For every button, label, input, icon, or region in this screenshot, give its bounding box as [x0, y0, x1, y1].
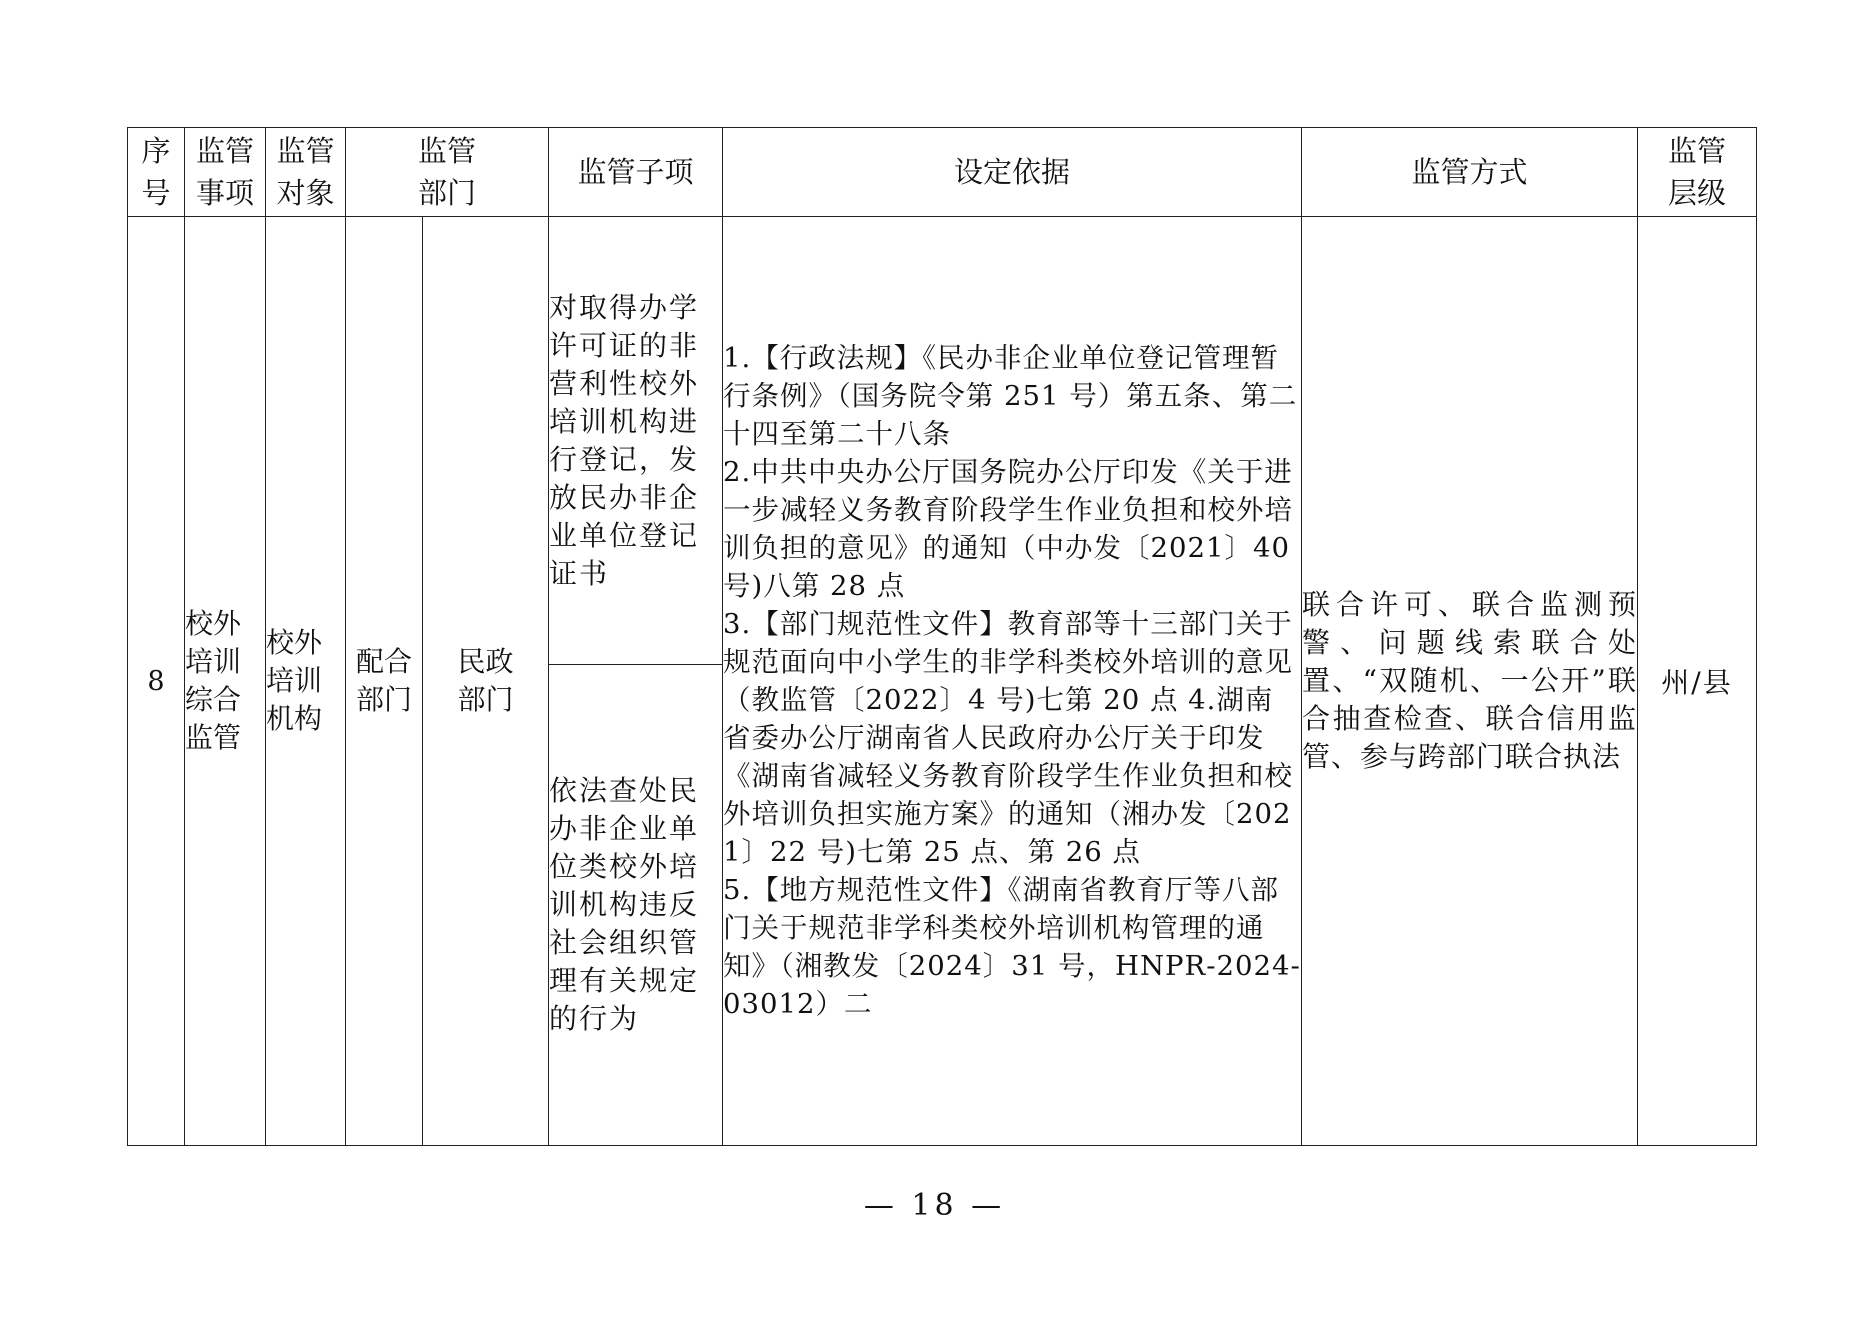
header-dept: 监管 部门: [346, 128, 549, 217]
row-method: 联合许可、联合监测预警、问题线索联合处置、“双随机、一公开”联合抽查检查、联合信用监管、参与跨部门联合执法: [1302, 217, 1638, 1146]
row-seq: 8: [128, 217, 185, 1146]
table-row: [128, 217, 1757, 665]
header-subitem: 监管子项: [549, 128, 723, 217]
row-dept-name: 民政 部门: [423, 217, 549, 1146]
page-number: — 18 —: [863, 1188, 1006, 1223]
header-level: 监管 层级: [1638, 128, 1757, 217]
supervision-table: [127, 127, 1757, 1146]
basis-item-4: 5.【地方规范性文件】《湖南省教育厅等八部门关于规范非学科类校外培训机构管理的通知》（湘教发〔2024〕31 号，HNPR-2024-03012）二: [723, 874, 1301, 1020]
header-basis: 设定依据: [723, 128, 1302, 217]
basis-item-1: 1.【行政法规】《民办非企业单位登记管理暂行条例》（国务院令第 251 号）第五条、第二十四至第二十八条: [723, 342, 1298, 450]
header-seq: 序 号: [128, 128, 185, 217]
header-method: 监管方式: [1302, 128, 1638, 217]
header-row: [128, 128, 1757, 217]
row-subitem-2: 依法查处民办非企业单位类校外培训机构违反社会组织管理有关规定的行为: [549, 665, 723, 1146]
row-level: 州/县: [1638, 217, 1757, 1146]
header-object: 监管 对象: [266, 128, 346, 217]
header-item: 监管 事项: [185, 128, 266, 217]
row-subitem-1: 对取得办学许可证的非营利性校外培训机构进行登记，发放民办非企业单位登记证书: [549, 217, 723, 665]
row-object: 校外 培训 机构: [266, 217, 346, 1146]
basis-item-2: 2.中共中央办公厅国务院办公厅印发《关于进一步减轻义务教育阶段学生作业负担和校外培训负担的意见》的通知（中办发〔2021〕40 号)八第 28 点: [723, 456, 1294, 602]
row-item: 校外 培训 综合 监管: [185, 217, 266, 1146]
row-basis: [723, 217, 1302, 1146]
basis-item-3: 3.【部门规范性文件】教育部等十三部门关于规范面向中小学生的非学科类校外培训的意见（教监管〔2022〕4 号)七第 20 点 4.湖南省委办公厅湖南省人民政府办公厅关于印发《湖南省减轻义务教育阶段学生作业负担和校外培训负担实施方案》的通知（湘办发〔2021〕22 号)七第 25 点、第 26 点: [723, 608, 1294, 868]
row-dept-role: 配合 部门: [346, 217, 423, 1146]
